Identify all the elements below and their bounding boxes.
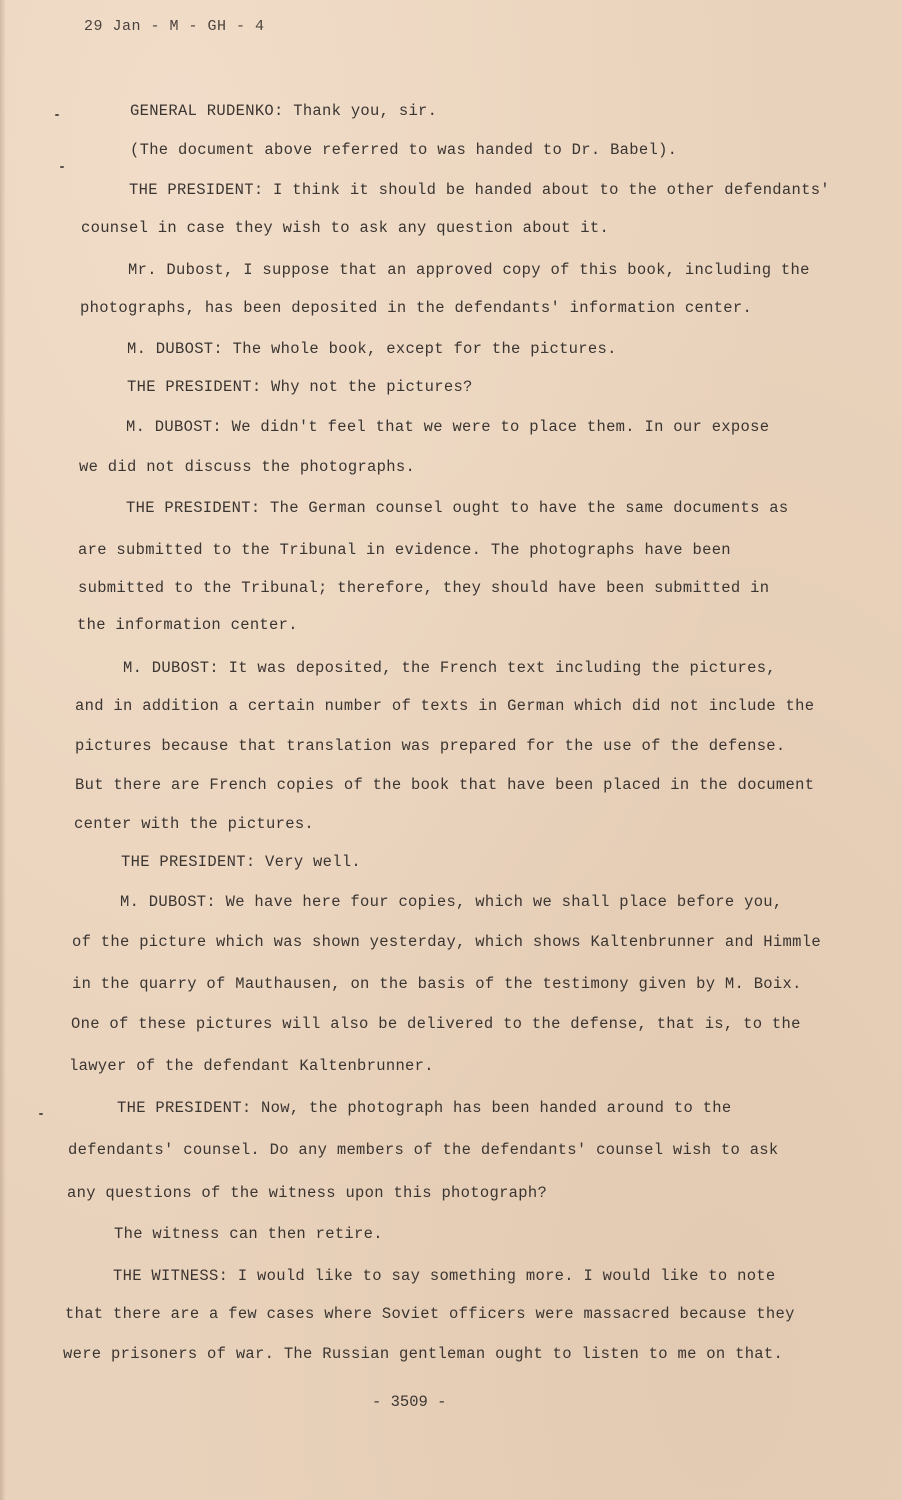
transcript-line: M. DUBOST: We have here four copies, which we shall place before you, <box>120 893 783 911</box>
transcript-line: pictures because that translation was prepared for the use of the defense. <box>75 737 786 755</box>
transcript-line: any questions of the witness upon this photograph? <box>67 1184 548 1202</box>
page-edge-shadow <box>0 0 6 1500</box>
ink-speck <box>60 166 64 168</box>
ink-speck <box>55 114 59 116</box>
ink-speck <box>39 1113 43 1115</box>
transcript-line: submitted to the Tribunal; therefore, they should have been submitted in <box>78 579 770 597</box>
transcript-line: But there are French copies of the book that have been placed in the document <box>75 776 815 794</box>
transcript-line: THE PRESIDENT: Very well. <box>121 853 362 871</box>
transcript-line: were prisoners of war. The Russian gentleman ought to listen to me on that. <box>63 1345 784 1363</box>
document-reference: 29 Jan - M - GH - 4 <box>84 18 265 35</box>
transcript-line: the information center. <box>77 616 298 634</box>
transcript-line: Mr. Dubost, I suppose that an approved copy of this book, including the <box>128 261 810 279</box>
transcript-line: defendants' counsel. Do any members of the defendants' counsel wish to ask <box>68 1141 779 1159</box>
transcript-line: and in addition a certain number of texts in German which did not include the <box>75 697 815 715</box>
transcript-line: that there are a few cases where Soviet officers were massacred because they <box>65 1305 795 1323</box>
transcript-line: lawyer of the defendant Kaltenbrunner. <box>69 1057 434 1075</box>
transcript-line: we did not discuss the photographs. <box>79 458 416 476</box>
transcript-line: of the picture which was shown yesterday, which shows Kaltenbrunner and Himmle <box>72 933 821 951</box>
transcript-line: photographs, has been deposited in the defendants' information center. <box>80 299 753 317</box>
transcript-line: in the quarry of Mauthausen, on the basis of the testimony given by M. Boix. <box>72 975 802 993</box>
transcript-line: THE WITNESS: I would like to say something more. I would like to note <box>113 1267 776 1285</box>
transcript-line: counsel in case they wish to ask any question about it. <box>81 219 610 237</box>
transcript-line: M. DUBOST: The whole book, except for the pictures. <box>127 340 617 358</box>
transcript-line: M. DUBOST: We didn't feel that we were to place them. In our expose <box>126 418 770 436</box>
transcript-line: THE PRESIDENT: I think it should be handed about to the other defendants' <box>129 181 830 199</box>
transcript-line: are submitted to the Tribunal in evidence. The photographs have been <box>78 541 731 559</box>
transcript-line: (The document above referred to was handed to Dr. Babel). <box>130 141 678 159</box>
transcript-line: GENERAL RUDENKO: Thank you, sir. <box>130 102 438 120</box>
transcript-line: THE PRESIDENT: Now, the photograph has been handed around to the <box>117 1099 732 1117</box>
transcript-line: THE PRESIDENT: Why not the pictures? <box>127 378 473 396</box>
transcript-line: The witness can then retire. <box>114 1225 383 1243</box>
page-number: - 3509 - <box>372 1393 447 1411</box>
transcript-line: THE PRESIDENT: The German counsel ought to have the same documents as <box>126 499 789 517</box>
transcript-line: One of these pictures will also be delivered to the defense, that is, to the <box>71 1015 801 1033</box>
transcript-line: center with the pictures. <box>74 815 315 833</box>
transcript-line: M. DUBOST: It was deposited, the French text including the pictures, <box>123 659 776 677</box>
